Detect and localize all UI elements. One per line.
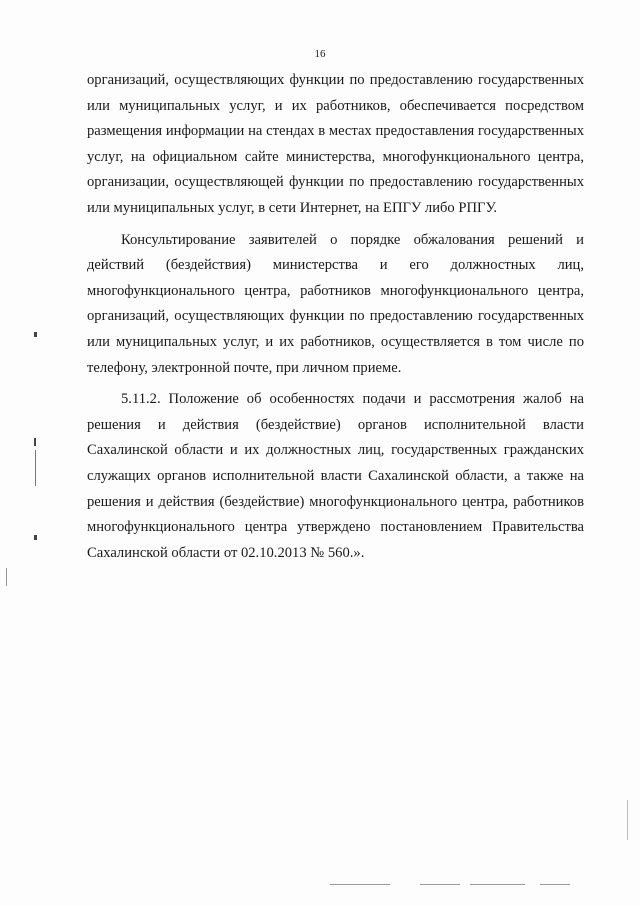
page-number: 16 <box>314 48 326 60</box>
scan-mark <box>470 884 525 885</box>
scan-mark <box>34 438 36 446</box>
paragraph-5-11-2: 5.11.2. Положение об особенностях подачи и рассмотрения жалоб на решения и действия (бездействие) органов исполнительной власти Сахалинской области и их должностных лиц, государственных гражданских служащих органов исполнительной власти Сахалинской области, а также на решения и действия (бездействие) многофункционального центра, работников многофункционального центра утверждено постановлением Правительства Сахалинской области от 02.10.2013 № 560.». <box>87 391 584 561</box>
scan-mark <box>627 800 628 840</box>
scan-mark <box>35 450 36 486</box>
paragraph-continuation: организаций, осуществляющих функции по предоставлению государственных или муниципальных услуг, и их работников, обеспечивается посредством размещения информации на стендах в местах предоставления государственных услуг, на официальном сайте министерства, многофункционального центра, организации, осуществляющей функции по предоставлению государственных или муниципальных услуг, в сети Интернет, на ЕПГУ либо РПГУ. <box>87 72 584 216</box>
scan-mark <box>330 884 390 885</box>
body-text <box>87 68 584 572</box>
scan-mark <box>6 568 7 586</box>
scan-mark <box>34 332 37 337</box>
scan-mark <box>420 884 460 885</box>
scan-mark <box>540 884 570 885</box>
paragraph-consultation: Консультирование заявителей о порядке обжалования решений и действий (бездействия) министерства и его должностных лиц, многофункционального центра, работников многофункционального центра, организаций, осуществляющих функции по предоставлению государственных или муниципальных услуг, и их работников, осуществляется в том числе по телефону, электронной почте, при личном приеме. <box>87 231 584 376</box>
scan-mark <box>34 535 37 540</box>
